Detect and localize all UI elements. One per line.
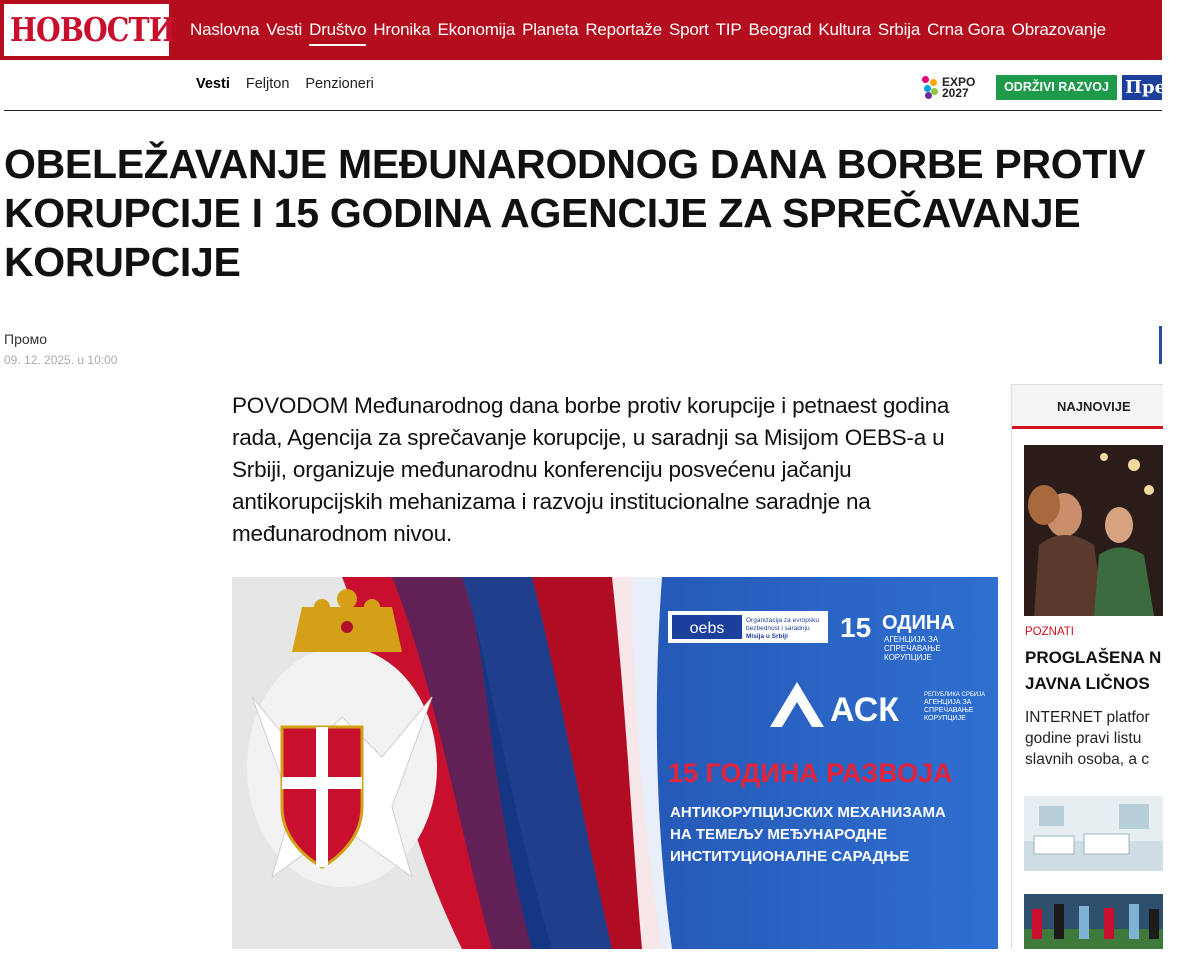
pred-badge[interactable]: Пред [1122, 75, 1162, 100]
hero-sub-line-1: АНТИКОРУПЦИЈСКИХ МЕХАНИЗАМА [670, 804, 946, 821]
tab-najnovije[interactable]: NAJNOVIJE [1012, 384, 1163, 429]
expo-2027-badge[interactable] [922, 75, 975, 101]
nav-item-planeta[interactable]: Planeta [522, 20, 579, 39]
hero-15-number: 15 [840, 612, 872, 643]
subnav-item-vesti[interactable]: Vesti [196, 76, 230, 92]
hero-oebs-logo: oebs [689, 620, 725, 637]
hero-sub-line-2: НА ТЕМЕЉУ МЕЂУНАРОДНЕ [670, 826, 887, 843]
sidebar-item-1-title[interactable]: PROGLAŠENA N JAVNA LIČNOS [1025, 648, 1162, 693]
nav-item-reportaze[interactable]: Reportaže [585, 20, 662, 39]
nav-item-beograd[interactable]: Beograd [748, 20, 812, 39]
share-bar-edge[interactable] [1159, 326, 1162, 364]
article-lead: POVODOM Međunarodnog dana borbe protiv korupcije i petnaest godina rada, Agencija za sprečavanje korupcije, u saradnji sa Misijom OEBS-a u Srbiji, organizuje međunarodnu konferenciju posvećenu jačanju antikorupcijskih mehanizama i razvoju institucionalne saradnje na međunarodnom nivou. [232, 393, 950, 546]
article-hero-image [232, 577, 998, 949]
subnav-item-feljton[interactable]: Feljton [245, 76, 290, 92]
nav-item-naslovna[interactable]: Naslovna [190, 20, 260, 39]
nav-item-hronika[interactable]: Hronika [373, 20, 431, 39]
subnav-item-penzioneri[interactable]: Penzioneri [305, 76, 374, 92]
latest-news-sidebar [1011, 384, 1162, 949]
hero-godina-word: ОДИНА [882, 612, 955, 634]
main-nav [190, 0, 1113, 60]
hero-ack-sub-1: РЕПУБЛИКА СРБИЈА [924, 692, 986, 698]
sidebar-item-2-image[interactable] [1024, 796, 1163, 871]
hero-headline: 15 ГОДИНА РАЗВОЈА [668, 758, 953, 788]
site-logo[interactable] [4, 4, 175, 56]
nav-item-kultura[interactable]: Kultura [818, 20, 871, 39]
nav-item-ekonomija[interactable]: Ekonomija [437, 20, 516, 39]
nav-item-obrazovanje[interactable]: Obrazovanje [1011, 20, 1106, 39]
article-date: 09. 12. 2025. u 10:00 [4, 353, 118, 367]
nav-item-srbija[interactable]: Srbija [877, 20, 921, 39]
top-navigation-bar [0, 0, 1162, 60]
subnav-divider [4, 110, 1162, 111]
hero-oebs-caption-3: Misija u Srbiji [746, 633, 788, 640]
hero-ack-logo: АСК [830, 691, 900, 729]
expo-text: EXPO 2027 [942, 75, 976, 100]
sidebar-item-3-image[interactable] [1024, 894, 1163, 949]
hero-sub-line-3: ИНСТИТУЦИОНАЛНЕ САРАДЊЕ [670, 848, 910, 865]
nav-item-sport[interactable]: Sport [668, 20, 709, 39]
hero-ack-sub-2: АГЕНЦИЈА ЗА [924, 699, 972, 706]
hero-ack-sub-4: КОРУПЦИЈЕ [924, 715, 966, 722]
article-category[interactable]: Промо [4, 331, 48, 347]
nav-item-crna-gora[interactable]: Crna Gora [927, 20, 1005, 39]
hero-agency-line-3: КОРУПЦИЈЕ [884, 653, 932, 662]
sub-nav [196, 76, 374, 92]
hero-graphic [232, 577, 998, 949]
expo-logo-icon [922, 76, 940, 100]
sidebar-item-1-excerpt: INTERNET platfor godine pravi listu slavnih osoba, a c [1025, 709, 1150, 768]
hero-agency-line-1: АГЕНЦИЈА ЗА [884, 635, 939, 644]
odrzivi-razvoj-badge[interactable]: ODRŽIVI RAZVOJ [996, 75, 1117, 100]
hero-agency-line-2: СПРЕЧАВАЊЕ [884, 644, 941, 653]
nav-item-drustvo[interactable]: Društvo [309, 20, 367, 39]
hero-ack-sub-3: СПРЕЧАВАЊЕ [924, 707, 974, 714]
site-logo-text: НОВОСТИ [10, 10, 175, 49]
nav-item-tip[interactable]: TIP [715, 20, 742, 39]
hero-oebs-caption-2: bezbednost i saradnju [746, 625, 810, 632]
sidebar-item-1-image[interactable] [1024, 445, 1163, 616]
sidebar-item-1-category[interactable]: POZNATI [1025, 626, 1074, 638]
hero-oebs-caption-1: Organizacija za evropsku [746, 617, 819, 624]
article-title: OBELEŽAVANJE MEĐUNARODNOG DANA BORBE PROTIV KORUPCIJE I 15 GODINA AGENCIJE ZA SPREČAVANJE KORUPCIJE [4, 141, 1146, 285]
nav-item-vesti[interactable]: Vesti [266, 20, 303, 39]
